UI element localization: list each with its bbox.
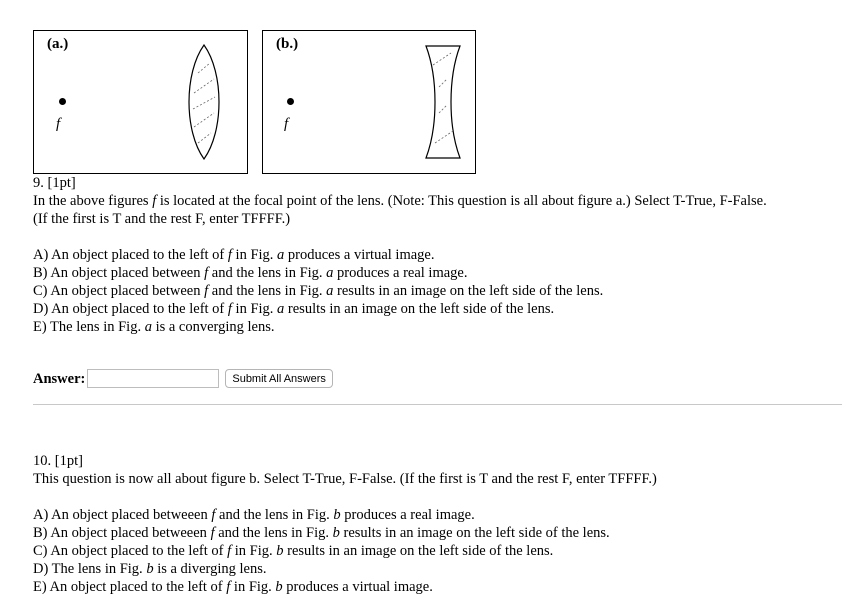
statement-item: A) An object placed betweeen f and the lens in Fig. b produces a real image. bbox=[33, 507, 475, 523]
divider bbox=[33, 404, 842, 405]
answer-label: Answer: bbox=[33, 370, 86, 387]
statement-item: D) An object placed to the left of f in Fig. a results in an image on the left side of the lens. bbox=[33, 301, 555, 317]
statement-item: D) The lens in Fig. b is a diverging lens. bbox=[33, 561, 267, 577]
focal-point-dot bbox=[59, 98, 66, 105]
focal-point-dot bbox=[287, 98, 294, 105]
submit-all-answers-button[interactable]: Submit All Answers bbox=[225, 369, 333, 388]
question-10 bbox=[33, 452, 843, 596]
question-9 bbox=[33, 174, 843, 336]
figure-a-label: (a.) bbox=[47, 36, 69, 52]
answer-row bbox=[33, 369, 333, 388]
question-9-header: 9. [1pt] bbox=[33, 175, 76, 191]
statement-item: B) An object placed betweeen f and the lens in Fig. b results in an image on the left side of the lens. bbox=[33, 525, 610, 541]
question-10-prompt: This question is now all about figure b. Select T-True, F-False. (If the first is T and the rest F, enter TFFFF.) bbox=[33, 471, 657, 487]
focal-point-label: f bbox=[56, 116, 61, 132]
focal-point-label: f bbox=[284, 116, 289, 132]
answer-input[interactable] bbox=[87, 369, 219, 388]
question-10-header: 10. [1pt] bbox=[33, 453, 83, 469]
figure-b-label: (b.) bbox=[276, 36, 299, 52]
diverging-lens-icon bbox=[423, 43, 463, 161]
converging-lens-icon bbox=[184, 43, 224, 161]
figure-a bbox=[33, 30, 248, 174]
statement-item: A) An object placed to the left of f in Fig. a produces a virtual image. bbox=[33, 247, 435, 263]
statement-item: E) An object placed to the left of f in Fig. b produces a virtual image. bbox=[33, 579, 433, 595]
statement-item: C) An object placed between f and the lens in Fig. a results in an image on the left side of the lens. bbox=[33, 283, 604, 299]
statement-item: C) An object placed to the left of f in Fig. b results in an image on the left side of the lens. bbox=[33, 543, 554, 559]
statement-item: B) An object placed between f and the lens in Fig. a produces a real image. bbox=[33, 265, 468, 281]
question-9-prompt-note: (If the first is T and the rest F, enter TFFFF.) bbox=[33, 211, 291, 227]
figure-b bbox=[262, 30, 476, 174]
question-9-prompt: In the above figures f is located at the focal point of the lens. (Note: This question is all about figure a.) Select T-True, F-False. bbox=[33, 193, 767, 209]
statement-item: E) The lens in Fig. a is a converging lens. bbox=[33, 319, 275, 335]
